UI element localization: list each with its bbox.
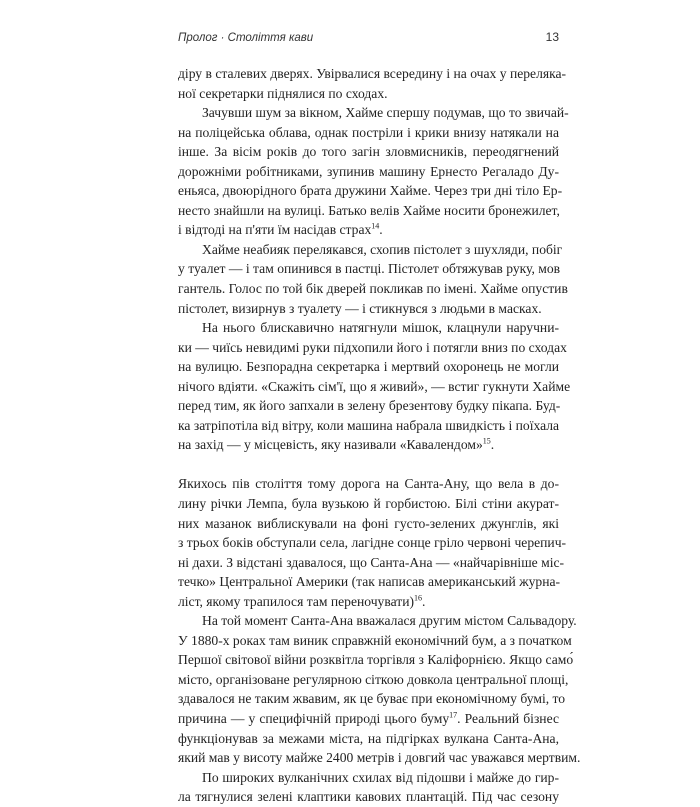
body-text: [178, 64, 581, 807]
text-line: ної секретарки піднялися по сходах.: [178, 85, 388, 101]
text-line: на захід — у місцевість, яку називали «Кавалендом»$^{15}$.: [178, 436, 495, 453]
text-line: гантель. Голос по той бік дверей покликав по імені. Хайме опустив: [178, 281, 568, 297]
text-line: ка затріпотіла від вітру, коли машина набрала швидкість і поїхала: [178, 417, 560, 433]
text-line: По широких вулканічних схилах від підошви і майже до гир-: [202, 769, 559, 785]
text-line: У 1880-х роках там виник справжній економічний бум, а з початком: [178, 632, 572, 648]
section-break: [178, 455, 559, 475]
book-page: [178, 30, 581, 807]
text-line: ліст, якому трапилося там переночувати)$^{16}$.: [178, 593, 426, 609]
text-line: ки — чиїсь невидимі руки підхопили його і потягли вниз по сходах: [178, 339, 567, 355]
footnote-marker[interactable]: 16: [414, 593, 423, 603]
text-line: течко» Центральної Америки (так написав американський журна-: [178, 574, 561, 590]
text-line: перед тим, як його запхали в зелену брезентову будку пікапа. Буд-: [178, 398, 561, 414]
running-head: [178, 30, 559, 54]
text-line: лину річки Лемпа, була вузькою й горбистою. Білі стіни акурат-: [178, 495, 559, 511]
text-line: ні дахи. З відстані здавалося, що Санта-Ана — «найчарівніше міс-: [178, 554, 565, 570]
text-line: Хайме неабияк перелякався, схопив пістолет з шухляди, побіг: [202, 241, 563, 257]
text-line: На нього блискавично натягнули мішок, клацнули наручни-: [202, 320, 559, 336]
text-line: діру в сталевих дверях. Увірвалися всередину і на очах у переляка-: [178, 66, 567, 81]
paragraph: [178, 318, 571, 455]
text-line: пістолет, визирнув з туалету — і стикнувся з людьми в масках.: [178, 300, 542, 316]
text-line: Якихось пів століття тому дорога на Санта-Ану, що вела в до-: [178, 476, 559, 492]
text-line: Зачувши шум за вікном, Хайме спершу подумав, що то звичай-: [202, 105, 569, 121]
text-line: у туалет — і там опинився в пастці. Пістолет обтяжував руку, мов: [178, 261, 561, 277]
text-line: місто, організоване регулярною сіткою довкола центральної площі,: [178, 671, 569, 687]
text-line: нічого вдіяти. «Скажіть сім'ї, що я живий», — встиг гукнути Хайме: [178, 378, 571, 394]
paragraph: [178, 768, 559, 807]
paragraph: [178, 103, 569, 240]
paragraph: [178, 240, 568, 318]
text-line: з трьох боків обступали села, лагідне сонце гріло червоні черепич-: [178, 535, 567, 551]
text-line: здавалося не таким жвавим, як це буває при економічному бумі, то: [178, 691, 566, 707]
paragraph: [178, 64, 567, 103]
text-line: еньяса, двоюрідного брата дружини Хайме. Через три дні тіло Ер-: [178, 183, 563, 199]
text-line: ла тягнулися зелені клаптики кавових плантацій. Під час сезону: [178, 789, 559, 805]
text-line: Першої світової війни розквітла торгівля з Каліфорнією. Якщо само́: [178, 652, 574, 668]
text-line: на вулицю. Безпорадна секретарка і мертвий охоронець не могли: [178, 359, 559, 375]
page-number: 13: [545, 30, 559, 44]
text-line: інше. За вісім років до того загін зловмисників, переодягнений: [178, 144, 559, 160]
footnote-marker[interactable]: 15: [482, 436, 491, 446]
text-line: дорожніми робітниками, зупинив машину Ернесто Регаладо Ду-: [178, 163, 559, 179]
text-line: на поліцейська облава, однак постріли і крики внизу натякали на: [178, 124, 559, 140]
text-line: який мав у висоту майже 2400 метрів і довгий час уважався мертвим.: [178, 750, 581, 766]
text-line: На той момент Санта-Ана вважалася другим містом Сальвадору.: [202, 613, 577, 629]
footnote-marker[interactable]: 17: [449, 710, 458, 720]
chapter-title: Пролог · Століття кави: [178, 32, 314, 44]
text-line: функціонував за межами міста, на підгірках вулкана Санта-Ана,: [178, 730, 559, 746]
paragraph: [178, 611, 581, 767]
text-line: них мазанок виблискували на фоні густо-зелених джунглів, які: [178, 515, 559, 531]
footnote-marker[interactable]: 14: [371, 221, 380, 231]
text-line: причина — у специфічній природі цього буму$^{17}$. Реальний бізнес: [178, 710, 559, 726]
text-line: і відтоді на п'яти їм насідав страх$^{14}$.: [178, 221, 383, 238]
paragraph: [178, 474, 567, 611]
text-line: несто знайшли на вулиці. Батько велів Хайме носити бронежилет,: [178, 202, 560, 218]
